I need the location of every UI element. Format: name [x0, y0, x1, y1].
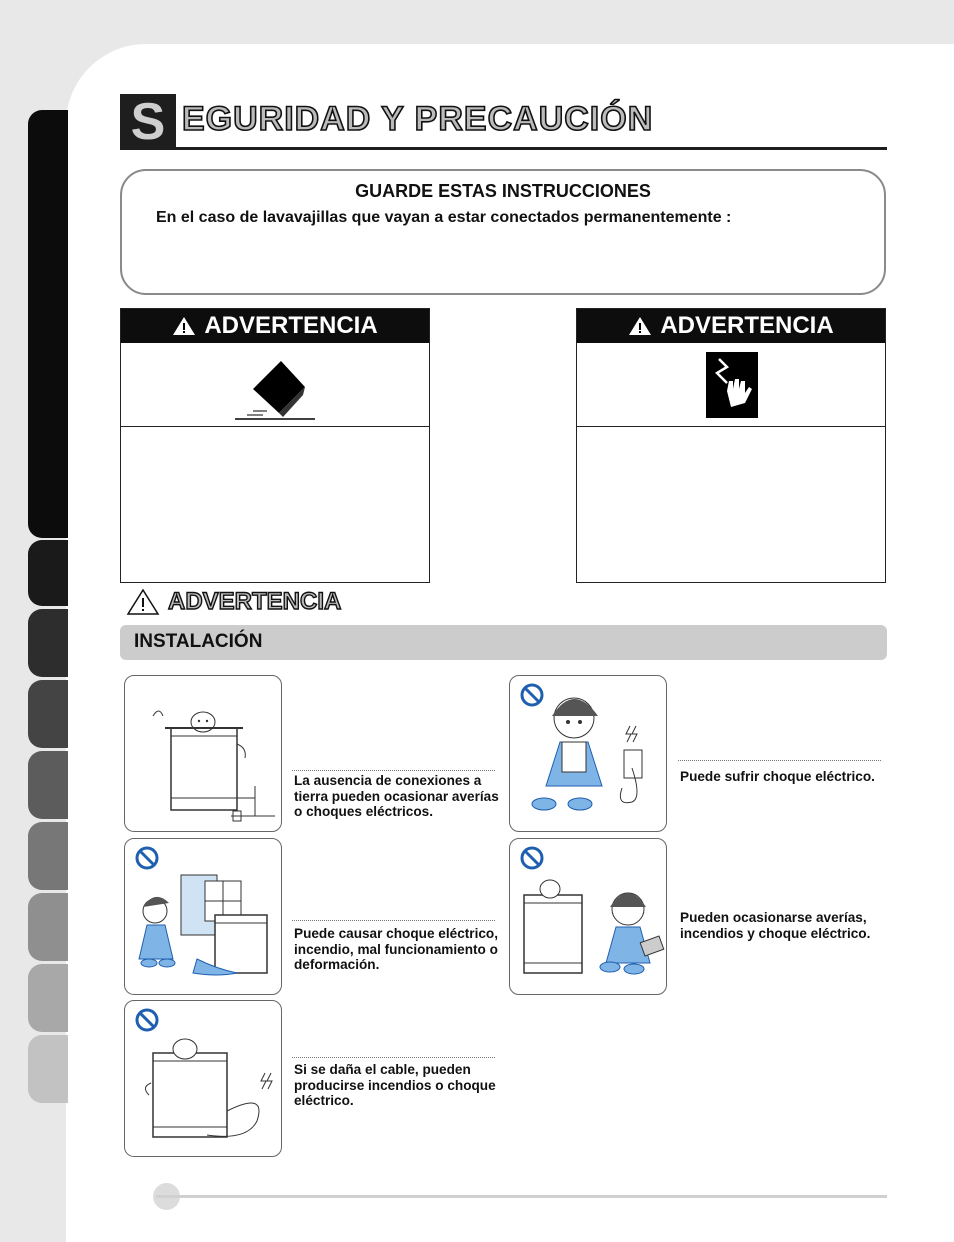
- section-bar-instalacion: [120, 625, 887, 660]
- tipping-appliance-icon: [233, 355, 317, 423]
- illustration-no-outdoor: [124, 838, 282, 995]
- caption-divider: [292, 1057, 495, 1058]
- side-tab-5[interactable]: [28, 751, 68, 819]
- warning-pictogram-area: [121, 343, 429, 427]
- illustration-no-damaged-cable: [124, 1000, 282, 1157]
- title-initial: S: [120, 94, 176, 150]
- side-tab-7[interactable]: [28, 893, 68, 961]
- illustration-no-self-repair: [509, 838, 667, 995]
- advertencia-heading: [126, 586, 341, 618]
- footer-rule: [156, 1195, 887, 1198]
- page-title: [120, 94, 887, 150]
- title-rule: [176, 147, 887, 150]
- side-tab-3[interactable]: [28, 609, 68, 677]
- guard-subtitle: En el caso de lavavajillas que vayan a estar conectados permanentemente :: [156, 209, 732, 226]
- warning-outline-triangle-icon: [126, 588, 160, 616]
- side-tab-2[interactable]: [28, 540, 68, 606]
- caption-no-wet-hands: Puede sufrir choque eléctrico.: [680, 769, 875, 784]
- section-title: INSTALACIÓN: [134, 631, 263, 652]
- no-damaged-cable-icon: [125, 1001, 281, 1156]
- warning-triangle-icon: [628, 316, 652, 336]
- side-tab-4[interactable]: [28, 680, 68, 748]
- no-outdoor-window-icon: [125, 839, 281, 994]
- guard-instructions-box: [120, 169, 886, 295]
- warning-header: [577, 309, 885, 343]
- illustration-grounding: [124, 675, 282, 832]
- caption-no-damaged-cable: Si se daña el cable, pueden producirse incendios o choque eléctrico.: [294, 1062, 496, 1108]
- side-tab-6[interactable]: [28, 822, 68, 890]
- warning-triangle-icon: [172, 316, 196, 336]
- side-tab-1[interactable]: [28, 110, 68, 538]
- advertencia-text: ADVERTENCIA: [168, 588, 342, 615]
- caption-divider: [292, 770, 495, 771]
- guard-title: GUARDE ESTAS INSTRUCCIONES: [355, 181, 651, 201]
- no-self-repair-icon: [510, 839, 666, 994]
- title-text: EGURIDAD Y PRECAUCIÓN: [182, 100, 654, 138]
- electric-shock-hand-icon: [705, 351, 759, 419]
- warning-pictogram-area: [577, 343, 885, 427]
- caption-divider: [292, 920, 495, 921]
- grounding-dishwasher-icon: [125, 676, 281, 831]
- illustration-no-wet-hands: [509, 675, 667, 832]
- side-tab-8[interactable]: [28, 964, 68, 1032]
- side-tab-9[interactable]: [28, 1035, 68, 1103]
- warning-header: [121, 309, 429, 343]
- warning-label: ADVERTENCIA: [660, 312, 834, 339]
- caption-no-outdoor: Puede causar choque eléctrico, incendio, mal funcionamiento o deformación.: [294, 926, 498, 972]
- caption-divider: [678, 760, 881, 761]
- caption-no-self-repair: Pueden ocasionarse averías, incendios y choque eléctrico.: [680, 910, 871, 941]
- warning-label: ADVERTENCIA: [204, 312, 378, 339]
- caption-grounding: La ausencia de conexiones a tierra pueden ocasionar averías o choques eléctricos.: [294, 773, 499, 819]
- warning-box-tipping: [120, 308, 430, 583]
- warning-box-shock: [576, 308, 886, 583]
- no-wet-hands-plug-icon: [510, 676, 666, 831]
